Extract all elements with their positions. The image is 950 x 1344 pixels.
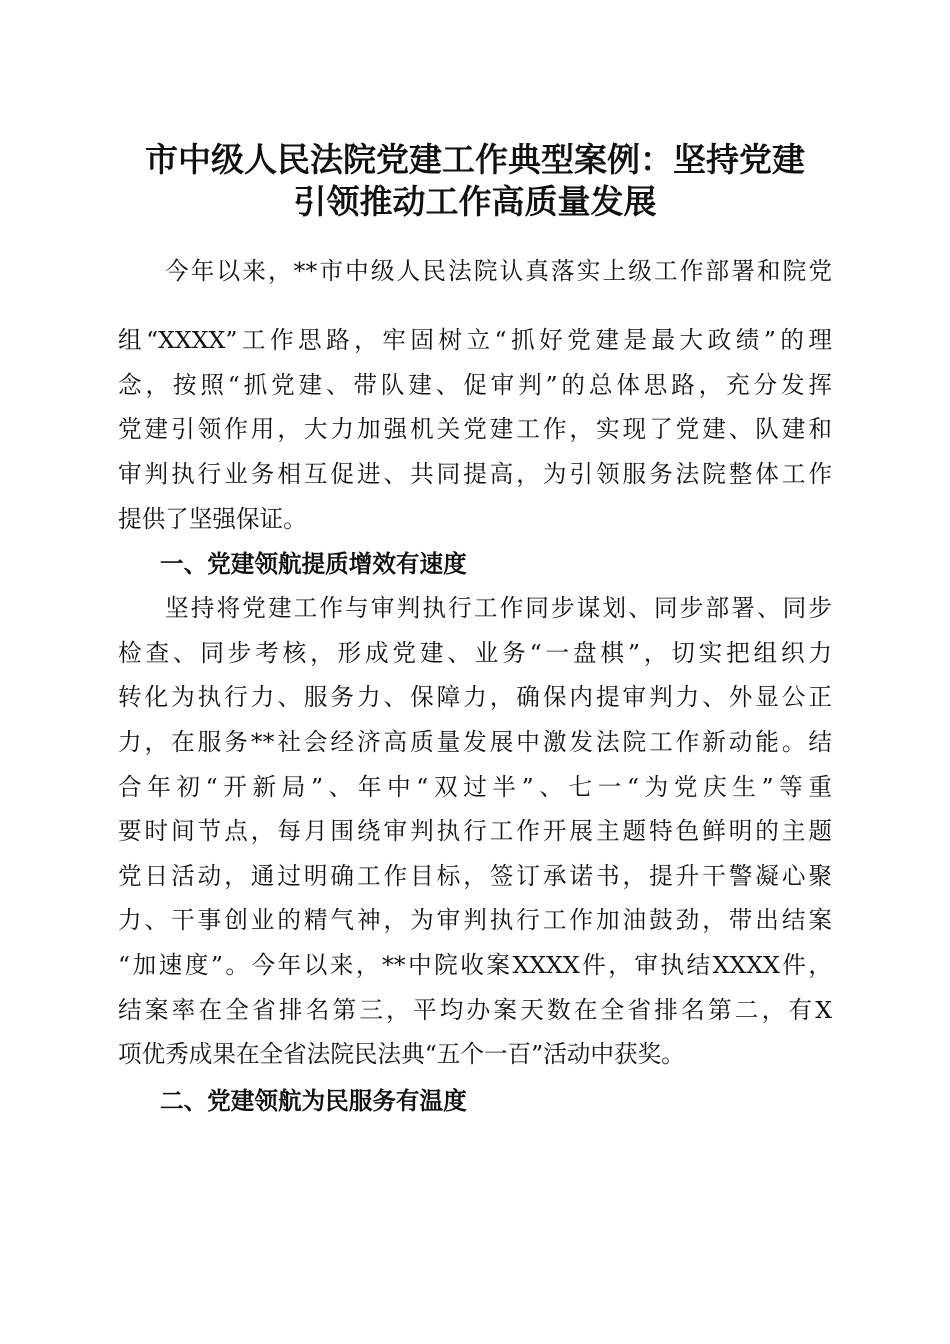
- section-1-paragraph-line: 项优秀成果在全省法院民法典“五个一百”活动中获奖。: [118, 1040, 685, 1068]
- section-1-paragraph-line: 结案率在全省排名第三，平均办案天数在全省排名第二，有X: [118, 996, 832, 1024]
- intro-paragraph-line: 今年以来，**市中级人民法院认真落实上级工作部署和院党: [165, 257, 832, 285]
- document-title-line-2: 引领推动工作高质量发展: [293, 182, 657, 221]
- section-1-paragraph-line: “加速度”。今年以来，**中院收案XXXX件，审执结XXXX件，: [118, 951, 832, 979]
- section-1-paragraph-line: 转化为执行力、服务力、保障力，确保内提审判力、外显公正: [118, 683, 832, 711]
- intro-paragraph-line: 念，按照“抓党建、带队建、促审判”的总体思路，充分发挥: [118, 371, 832, 399]
- document-title-line-1: 市中级人民法院党建工作典型案例：坚持党建: [145, 140, 805, 179]
- section-1-paragraph-line: 力、干事创业的精气神，为审判执行工作加油鼓劲，带出结案: [118, 906, 832, 934]
- intro-paragraph-line: 提供了坚强保证。: [118, 505, 307, 533]
- section-1-paragraph-line: 检查、同步考核，形成党建、业务“一盘棋”，切实把组织力: [118, 639, 832, 667]
- section-1-heading: 一、党建领航提质增效有速度: [160, 550, 467, 578]
- section-1-paragraph-line: 要时间节点，每月围绕审判执行工作开展主题特色鲜明的主题: [118, 817, 832, 845]
- intro-paragraph-line: 组“XXXX”工作思路，牢固树立“抓好党建是最大政绩”的理: [118, 326, 832, 354]
- section-1-paragraph-line: 党日活动，通过明确工作目标，签订承诺书，提升干警凝心聚: [118, 862, 832, 890]
- section-1-paragraph-line: 力，在服务**社会经济高质量发展中激发法院工作新动能。结: [118, 728, 832, 756]
- section-1-paragraph-line: 坚持将党建工作与审判执行工作同步谋划、同步部署、同步: [165, 594, 832, 622]
- intro-paragraph-line: 审判执行业务相互促进、共同提高，为引领服务法院整体工作: [118, 460, 832, 488]
- section-2-heading: 二、党建领航为民服务有温度: [160, 1087, 467, 1115]
- section-1-paragraph-line: 合年初“开新局”、年中“双过半”、七一“为党庆生”等重: [118, 773, 832, 801]
- intro-paragraph-line: 党建引领作用，大力加强机关党建工作，实现了党建、队建和: [118, 415, 832, 443]
